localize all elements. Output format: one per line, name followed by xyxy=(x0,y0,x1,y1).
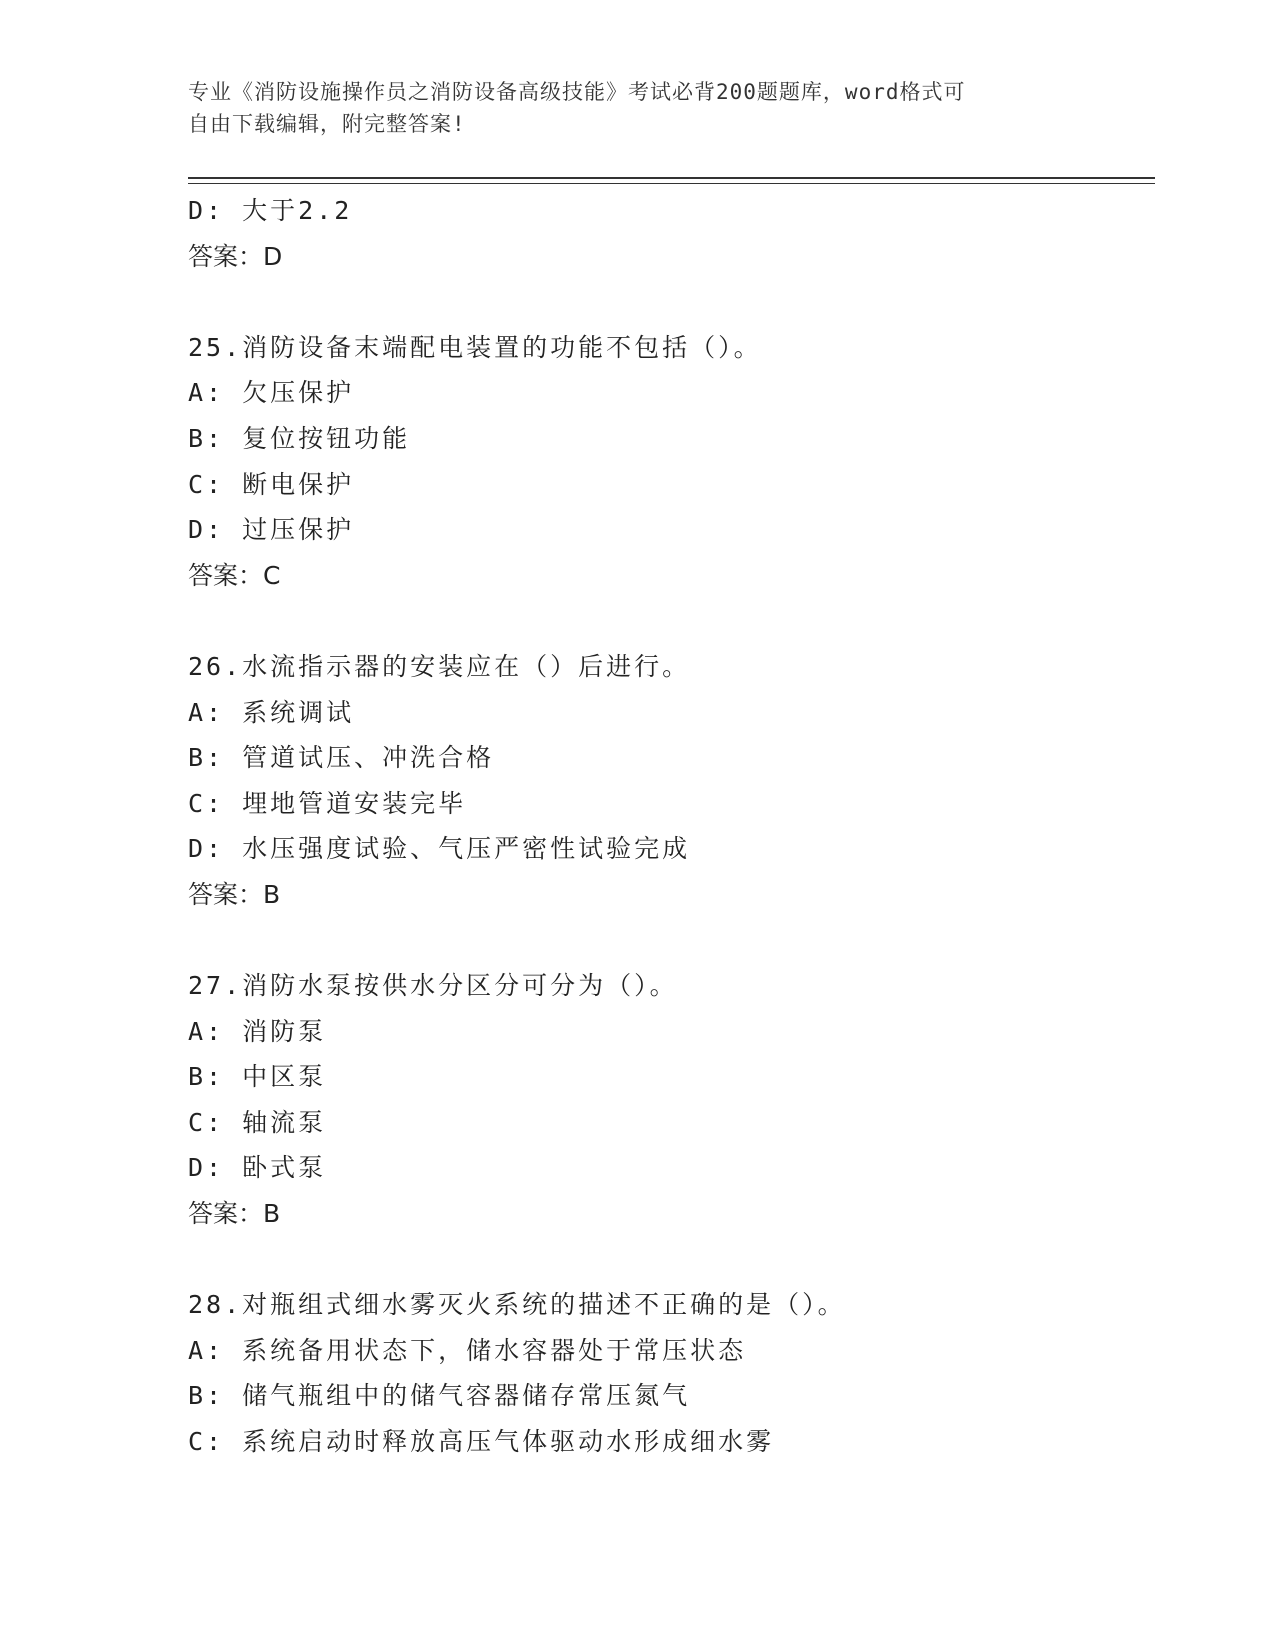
option-d-q27: D: 卧式泵 xyxy=(188,1153,327,1183)
answer-q25: 答案：C xyxy=(188,560,281,590)
option-a-q27: A: 消防泵 xyxy=(188,1016,327,1046)
answer-q27: 答案：B xyxy=(188,1199,281,1229)
option-b-q26: B: 管道试压、冲洗合格 xyxy=(188,743,495,773)
question-28: 28.对瓶组式细水雾灭火系统的描述不正确的是（）。 xyxy=(188,1290,846,1320)
question-26: 26.水流指示器的安装应在（）后进行。 xyxy=(188,651,691,681)
option-d-q24: D: 大于2.2 xyxy=(188,196,353,225)
header-rule-thin xyxy=(188,183,1155,184)
question-25: 25.消防设备末端配电装置的功能不包括（）。 xyxy=(188,332,762,362)
option-b-q27: B: 中区泵 xyxy=(188,1062,327,1092)
option-d-q25: D: 过压保护 xyxy=(188,515,355,545)
option-c-q27: C: 轴流泵 xyxy=(188,1107,327,1137)
option-c-q26: C: 埋地管道安装完毕 xyxy=(188,788,467,818)
header-title-line-2: 自由下载编辑，附完整答案! xyxy=(188,112,466,136)
header-rule-thick xyxy=(188,177,1155,179)
spacer xyxy=(188,279,1168,325)
option-b-q25: B: 复位按钮功能 xyxy=(188,423,411,453)
option-a-q26: A: 系统调试 xyxy=(188,697,355,727)
answer-q24: 答案：D xyxy=(188,241,283,271)
option-b-q28: B: 储气瓶组中的储气容器储存常压氮气 xyxy=(188,1381,691,1411)
spacer xyxy=(188,1237,1168,1283)
option-c-q28: C: 系统启动时释放高压气体驱动水形成细水雾 xyxy=(188,1427,775,1457)
document-header xyxy=(188,76,1088,140)
spacer xyxy=(188,918,1168,964)
header-title-line-1: 专业《消防设施操作员之消防设备高级技能》考试必背200题题库，word格式可 xyxy=(188,80,966,104)
option-d-q26: D: 水压强度试验、气压严密性试验完成 xyxy=(188,834,691,864)
question-27: 27.消防水泵按供水分区分可分为（）。 xyxy=(188,971,678,1001)
answer-q26: 答案：B xyxy=(188,879,281,909)
option-a-q28: A: 系统备用状态下，储水容器处于常压状态 xyxy=(188,1335,747,1365)
spacer xyxy=(188,598,1168,644)
question-list xyxy=(188,188,1168,1465)
option-c-q25: C: 断电保护 xyxy=(188,469,355,499)
option-a-q25: A: 欠压保护 xyxy=(188,378,355,408)
